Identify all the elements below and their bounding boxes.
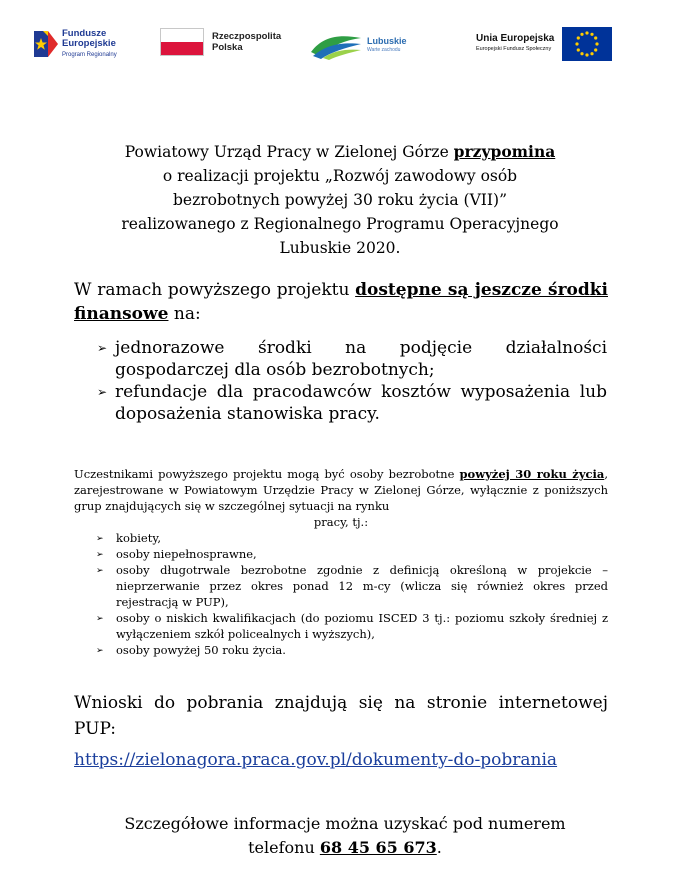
fundusze-europejskie-logo	[34, 27, 117, 61]
polska-label: Polska	[212, 42, 243, 53]
funds-pre-text: W ramach powyższego projektu	[74, 280, 356, 300]
lubuskie-label: Lubuskie	[367, 36, 407, 46]
group-item-text: osoby niepełnosprawne,	[116, 547, 257, 561]
arrow-bullet-icon: ➢	[96, 614, 104, 624]
funds-item-text: jednorazowe środki na podjęcie działalności gospodarczej dla osób bezrobotnych;	[115, 338, 607, 380]
groups-list	[74, 530, 608, 658]
arrow-bullet-icon: ➢	[96, 550, 104, 560]
arrow-bullet-icon: ➢	[97, 341, 108, 355]
participants-post-text: , zarejestrowane w Powiatowym Urzędzie Pracy w Zielonej Górze, wyłącznie z poniższych grup znajdujących się w szczególnej sytuacji na rynku	[74, 467, 608, 513]
funds-list	[97, 337, 607, 425]
participants-paragraph	[74, 466, 608, 530]
fundusze-europejskie-star-icon	[34, 27, 58, 61]
group-item-text: kobiety,	[116, 531, 161, 545]
download-link[interactable]: https://zielonagora.praca.gov.pl/dokumenty-do-pobrania	[74, 750, 558, 770]
funds-item-text: refundacje dla pracodawców kosztów wyposażenia lub doposażenia stanowiska pracy.	[115, 382, 607, 424]
intro-paragraph	[70, 140, 610, 260]
group-item-text: osoby powyżej 50 roku życia.	[116, 643, 286, 657]
rzeczpospolita-label: Rzeczpospolita	[212, 31, 282, 42]
przypomina-emphasis: przypomina	[453, 142, 556, 161]
intro-office-text: Powiatowy Urząd Pracy w Zielonej Górze	[124, 143, 454, 161]
intro-line-4: realizowanego z Regionalnego Programu Operacyjnego	[121, 215, 559, 233]
europejskie-label: Europejskie	[62, 37, 116, 49]
funds-heading	[74, 278, 608, 326]
participants-pre-text: Uczestnikami powyższego projektu mogą być osoby bezrobotne	[74, 467, 460, 481]
list-item	[96, 610, 608, 642]
intro-line-2: o realizacji projektu „Rozwój zawodowy osób	[162, 167, 518, 185]
contact-phone-post: .	[436, 838, 442, 857]
participants-section	[74, 466, 608, 658]
arrow-bullet-icon: ➢	[97, 385, 108, 399]
arrow-bullet-icon: ➢	[96, 646, 104, 656]
polish-flag-icon	[160, 28, 204, 56]
funds-emphasis: dostępne są jeszcze środki finansowe	[74, 280, 608, 324]
contact-paragraph	[80, 812, 610, 860]
age-emphasis: powyżej 30 roku życia	[459, 467, 605, 481]
list-item	[96, 546, 608, 562]
list-item	[96, 642, 608, 658]
arrow-bullet-icon: ➢	[96, 534, 104, 544]
group-item-text: osoby o niskich kwalifikacjach (do poziomu ISCED 3 tj.: poziomu szkoły średniej z wyłączeniem szkół policealnych i wyższych),	[116, 611, 608, 641]
funds-post-text: na:	[168, 304, 201, 324]
participants-last-text: pracy, tj.:	[313, 515, 369, 529]
intro-line-1	[70, 140, 610, 164]
list-item	[96, 562, 608, 610]
efs-label: Europejski Fundusz Społeczny	[476, 46, 552, 52]
lubuskie-wave-icon	[309, 32, 363, 60]
unia-europejska-logo	[476, 27, 612, 61]
unia-europejska-label: Unia Europejska	[476, 33, 555, 44]
download-text: Wnioski do pobrania znajdują się na stronie internetowej PUP:	[74, 693, 608, 739]
rzeczpospolita-polska-logo	[160, 28, 281, 56]
lubuskie-logo	[309, 32, 407, 60]
program-regionalny-label: Program Regionalny	[62, 51, 117, 58]
list-item	[97, 381, 607, 425]
group-item-text: osoby długotrwale bezrobotne zgodnie z definicją określoną w projekcie – nieprzerwanie przez okres ponad 12 m-cy (wlicza się również okres przed rejestracją w PUP),	[116, 563, 608, 609]
intro-line-5: Lubuskie 2020.	[279, 239, 401, 257]
contact-line-1: Szczegółowe informacje można uzyskać pod numerem	[124, 814, 566, 833]
lubuskie-tagline: Warte zachodu	[367, 47, 401, 53]
eu-flag-icon	[562, 27, 612, 61]
list-item	[97, 337, 607, 381]
arrow-bullet-icon: ➢	[96, 566, 104, 576]
fundusze-label: Fundusze	[62, 27, 107, 39]
contact-phone-pre: telefonu	[248, 838, 320, 857]
phone-number: 68 45 65 673	[319, 838, 437, 857]
list-item	[96, 530, 608, 546]
intro-line-3: bezrobotnych powyżej 30 roku życia (VII)”	[172, 191, 508, 209]
